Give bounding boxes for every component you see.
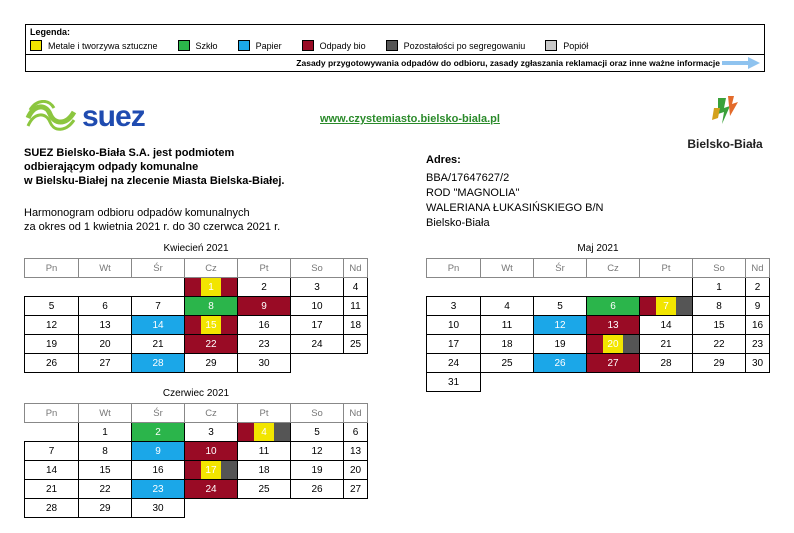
day-cell: 5 <box>534 297 587 316</box>
calendar-week <box>427 278 770 297</box>
day-cell: 30 <box>238 354 291 373</box>
empty-cell <box>291 354 344 373</box>
day-cell: 23 <box>238 335 291 354</box>
day-cell: 11 <box>238 442 291 461</box>
day-cell: 7 <box>640 297 693 316</box>
day-cell: 28 <box>25 499 79 518</box>
weekday-header: Wt <box>481 259 534 278</box>
day-cell: 22 <box>79 480 132 499</box>
day-cell: 14 <box>132 316 185 335</box>
day-cell: 1 <box>693 278 746 297</box>
legend-item-bio <box>302 40 366 51</box>
day-cell: 1 <box>79 423 132 442</box>
day-cell: 12 <box>25 316 79 335</box>
legend-swatch <box>302 40 314 51</box>
legend-box <box>25 24 765 72</box>
day-cell: 19 <box>534 335 587 354</box>
day-cell: 20 <box>587 335 640 354</box>
day-cell: 19 <box>291 461 344 480</box>
day-cell: 3 <box>291 278 344 297</box>
weekday-header: Cz <box>185 404 238 423</box>
calendar-grid <box>24 403 368 518</box>
company-line: SUEZ Bielsko-Biała S.A. jest podmiotem <box>24 147 235 159</box>
day-cell: 16 <box>132 461 185 480</box>
day-cell: 27 <box>587 354 640 373</box>
legend-label: Pozostałości po segregowaniu <box>403 40 526 51</box>
calendar-week <box>25 499 368 518</box>
schedule-line: Harmonogram odbioru odpadów komunalnych <box>24 207 250 219</box>
legend-items <box>30 40 608 51</box>
legend-label: Popiół <box>563 40 589 51</box>
weekday-header: Nd <box>344 259 368 278</box>
empty-cell <box>427 278 481 297</box>
company-info <box>24 146 284 188</box>
legend-item-popiol <box>545 40 588 51</box>
weekday-header: Śr <box>132 259 185 278</box>
day-cell: 6 <box>587 297 640 316</box>
calendar-week <box>25 480 368 499</box>
day-cell: 8 <box>693 297 746 316</box>
legend-swatch <box>178 40 190 51</box>
weekday-header: Cz <box>587 259 640 278</box>
day-cell: 18 <box>238 461 291 480</box>
day-cell: 24 <box>291 335 344 354</box>
address-label: Adres: <box>426 154 461 166</box>
city-name: Bielsko-Biała <box>687 137 763 151</box>
calendar-week <box>427 297 770 316</box>
day-cell: 21 <box>132 335 185 354</box>
day-cell: 4 <box>344 278 368 297</box>
weekday-header: Nd <box>746 259 770 278</box>
calendar-week <box>25 297 368 316</box>
company-line: w Bielsku-Białej na zlecenie Miasta Bielska-Białej. <box>24 175 285 187</box>
legend-title: Legenda: <box>30 27 71 37</box>
day-cell: 26 <box>534 354 587 373</box>
day-cell: 30 <box>132 499 185 518</box>
weekday-header: Śr <box>534 259 587 278</box>
day-cell: 17 <box>427 335 481 354</box>
day-cell: 31 <box>427 373 481 392</box>
weekday-header: Pt <box>238 404 291 423</box>
weekday-header: Pn <box>427 259 481 278</box>
suez-logo-text: suez <box>82 100 145 133</box>
legend-label: Szkło <box>195 40 218 51</box>
day-cell: 12 <box>534 316 587 335</box>
day-cell: 18 <box>481 335 534 354</box>
day-cell: 17 <box>291 316 344 335</box>
day-cell: 30 <box>746 354 770 373</box>
day-cell: 29 <box>79 499 132 518</box>
empty-cell <box>746 373 770 392</box>
calendar-grid <box>426 258 770 392</box>
calendar-week <box>25 423 368 442</box>
day-cell: 29 <box>693 354 746 373</box>
address-line: ROD "MAGNOLIA" <box>426 187 520 199</box>
calendar-week <box>25 354 368 373</box>
day-cell: 21 <box>640 335 693 354</box>
weekday-header: So <box>693 259 746 278</box>
company-line: odbierającym odpady komunalne <box>24 161 199 173</box>
day-cell: 20 <box>344 461 368 480</box>
calendar-week <box>427 373 770 392</box>
address-line: WALERIANA ŁUKASIŃSKIEGO B/N <box>426 202 604 214</box>
day-cell: 29 <box>185 354 238 373</box>
legend-label: Papier <box>255 40 282 51</box>
day-cell: 19 <box>25 335 79 354</box>
day-cell: 12 <box>291 442 344 461</box>
day-cell: 2 <box>238 278 291 297</box>
day-cell: 9 <box>132 442 185 461</box>
weekday-header: Nd <box>344 404 368 423</box>
address-line: Bielsko-Biała <box>426 217 490 229</box>
day-cell: 16 <box>746 316 770 335</box>
day-cell: 4 <box>481 297 534 316</box>
legend-swatch <box>545 40 557 51</box>
weekday-header: Wt <box>79 259 132 278</box>
suez-logo <box>24 100 145 134</box>
weekday-header: Cz <box>185 259 238 278</box>
day-cell: 3 <box>185 423 238 442</box>
legend-item-szklo <box>178 40 218 51</box>
day-cell: 25 <box>344 335 368 354</box>
empty-cell <box>534 373 587 392</box>
day-cell: 28 <box>132 354 185 373</box>
day-cell: 15 <box>79 461 132 480</box>
calendar-week <box>25 442 368 461</box>
calendar-week <box>25 335 368 354</box>
weekday-header: Pn <box>25 404 79 423</box>
day-cell: 25 <box>238 480 291 499</box>
day-cell: 17 <box>185 461 238 480</box>
empty-cell <box>481 278 534 297</box>
day-cell: 6 <box>344 423 368 442</box>
calendar-title: Maj 2021 <box>577 243 619 254</box>
day-cell: 2 <box>132 423 185 442</box>
day-cell: 23 <box>132 480 185 499</box>
empty-cell <box>640 373 693 392</box>
legend-item-papier <box>238 40 282 51</box>
weekday-header: Pn <box>25 259 79 278</box>
calendar-week <box>427 335 770 354</box>
empty-cell <box>534 278 587 297</box>
website-link[interactable]: www.czystemiasto.bielsko-biala.pl <box>320 113 500 125</box>
empty-cell <box>25 278 79 297</box>
day-cell: 10 <box>427 316 481 335</box>
arrow-right-icon[interactable] <box>722 57 760 69</box>
day-cell: 3 <box>427 297 481 316</box>
empty-cell <box>344 354 368 373</box>
weekday-header: Pt <box>640 259 693 278</box>
empty-cell <box>344 499 368 518</box>
empty-cell <box>481 373 534 392</box>
empty-cell <box>291 499 344 518</box>
day-cell: 25 <box>481 354 534 373</box>
empty-cell <box>640 278 693 297</box>
day-cell: 7 <box>132 297 185 316</box>
day-cell: 5 <box>25 297 79 316</box>
calendar-week <box>25 316 368 335</box>
legend-item-metale <box>30 40 158 51</box>
day-cell: 4 <box>238 423 291 442</box>
legend-swatch <box>30 40 42 51</box>
weekday-header: Śr <box>132 404 185 423</box>
calendar-april <box>24 243 368 373</box>
city-emblem-icon <box>708 94 742 130</box>
day-cell: 15 <box>693 316 746 335</box>
empty-cell <box>25 423 79 442</box>
day-cell: 15 <box>185 316 238 335</box>
day-cell: 22 <box>185 335 238 354</box>
address-block <box>426 153 603 231</box>
calendar-may <box>426 243 770 392</box>
day-cell: 5 <box>291 423 344 442</box>
day-cell: 10 <box>185 442 238 461</box>
day-cell: 13 <box>79 316 132 335</box>
legend-divider <box>26 54 764 55</box>
day-cell: 16 <box>238 316 291 335</box>
schedule-info <box>24 206 280 234</box>
day-cell: 8 <box>185 297 238 316</box>
calendar-grid <box>24 258 368 373</box>
schedule-line: za okres od 1 kwietnia 2021 r. do 30 czerwca 2021 r. <box>24 221 281 233</box>
day-cell: 1 <box>185 278 238 297</box>
empty-cell <box>132 278 185 297</box>
day-cell: 22 <box>693 335 746 354</box>
day-cell: 9 <box>746 297 770 316</box>
empty-cell <box>185 499 238 518</box>
day-cell: 10 <box>291 297 344 316</box>
suez-swirl-icon <box>24 100 78 134</box>
day-cell: 27 <box>344 480 368 499</box>
empty-cell <box>587 278 640 297</box>
weekday-header: So <box>291 259 344 278</box>
day-cell: 9 <box>238 297 291 316</box>
day-cell: 27 <box>79 354 132 373</box>
empty-cell <box>238 499 291 518</box>
day-cell: 7 <box>25 442 79 461</box>
day-cell: 14 <box>25 461 79 480</box>
empty-cell <box>693 373 746 392</box>
address-line: BBA/17647627/2 <box>426 172 510 184</box>
legend-swatch <box>386 40 398 51</box>
city-logo <box>680 94 770 151</box>
calendar-week <box>25 461 368 480</box>
day-cell: 11 <box>481 316 534 335</box>
calendar-title: Kwiecień 2021 <box>163 243 229 254</box>
calendar-week <box>427 316 770 335</box>
calendar-week <box>25 278 368 297</box>
day-cell: 18 <box>344 316 368 335</box>
day-cell: 2 <box>746 278 770 297</box>
calendar-title: Czerwiec 2021 <box>162 388 230 399</box>
day-cell: 26 <box>25 354 79 373</box>
day-cell: 13 <box>587 316 640 335</box>
weekday-header: Pt <box>238 259 291 278</box>
weekday-header: So <box>291 404 344 423</box>
day-cell: 28 <box>640 354 693 373</box>
calendar-june <box>24 388 368 518</box>
legend-label: Metale i tworzywa sztuczne <box>48 40 158 51</box>
day-cell: 8 <box>79 442 132 461</box>
day-cell: 11 <box>344 297 368 316</box>
calendar-week <box>427 354 770 373</box>
legend-swatch <box>238 40 250 51</box>
legend-item-pozostalosci <box>386 40 526 51</box>
day-cell: 26 <box>291 480 344 499</box>
empty-cell <box>79 278 132 297</box>
day-cell: 24 <box>185 480 238 499</box>
day-cell: 14 <box>640 316 693 335</box>
day-cell: 21 <box>25 480 79 499</box>
legend-label: Odpady bio <box>319 40 366 51</box>
day-cell: 20 <box>79 335 132 354</box>
info-link[interactable]: Zasady przygotowywania odpadów do odbioru, zasady zgłaszania reklamacji oraz inne ważne informacje <box>296 58 720 68</box>
empty-cell <box>587 373 640 392</box>
day-cell: 23 <box>746 335 770 354</box>
weekday-header: Wt <box>79 404 132 423</box>
day-cell: 24 <box>427 354 481 373</box>
day-cell: 6 <box>79 297 132 316</box>
day-cell: 13 <box>344 442 368 461</box>
